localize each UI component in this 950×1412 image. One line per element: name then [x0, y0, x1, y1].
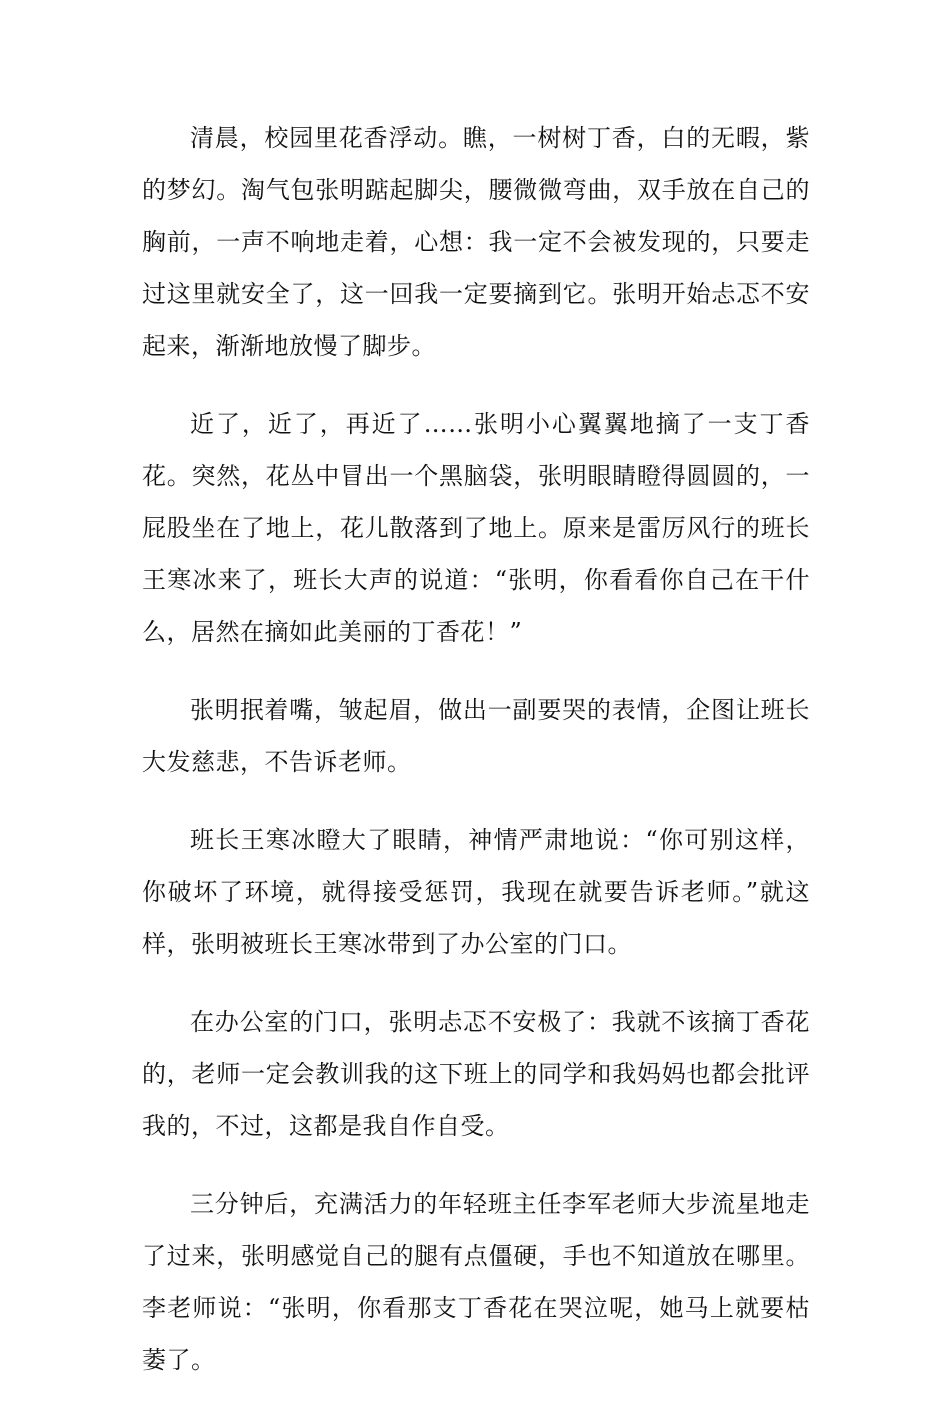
- paragraph-2: 近了，近了，再近了……张明小心翼翼地摘了一支丁香花。突然，花丛中冒出一个黑脑袋，张明眼睛瞪得圆圆的，一屁股坐在了地上，花儿散落到了地上。原来是雷厉风行的班长王寒冰来了，班长大声的说道：“张明，你看看你自己在干什么，居然在摘如此美丽的丁香花！”: [142, 410, 810, 646]
- paragraph-5: 在办公室的门口，张明忐忑不安极了：我就不该摘丁香花的，老师一定会教训我的这下班上的同学和我妈妈也都会批评我的，不过，这都是我自作自受。: [142, 1008, 810, 1140]
- paragraph-1: 清晨，校园里花香浮动。瞧，一树树丁香，白的无暇，紫的梦幻。淘气包张明踮起脚尖，腰微微弯曲，双手放在自己的胸前，一声不响地走着，心想：我一定不会被发现的，只要走过这里就安全了，这一回我一定要摘到它。张明开始忐忑不安起来，渐渐地放慢了脚步。: [142, 124, 810, 360]
- paragraph-4: 班长王寒冰瞪大了眼睛，神情严肃地说：“你可别这样，你破坏了环境，就得接受惩罚，我现在就要告诉老师。”就这样，张明被班长王寒冰带到了办公室的门口。: [142, 826, 810, 958]
- paragraph-3: 张明抿着嘴，皱起眉，做出一副要哭的表情，企图让班长大发慈悲，不告诉老师。: [142, 696, 810, 776]
- paragraph-6: 三分钟后，充满活力的年轻班主任李军老师大步流星地走了过来，张明感觉自己的腿有点僵硬，手也不知道放在哪里。李老师说：“张明，你看那支丁香花在哭泣呢，她马上就要枯萎了。: [142, 1190, 810, 1374]
- document-body: [142, 112, 810, 1412]
